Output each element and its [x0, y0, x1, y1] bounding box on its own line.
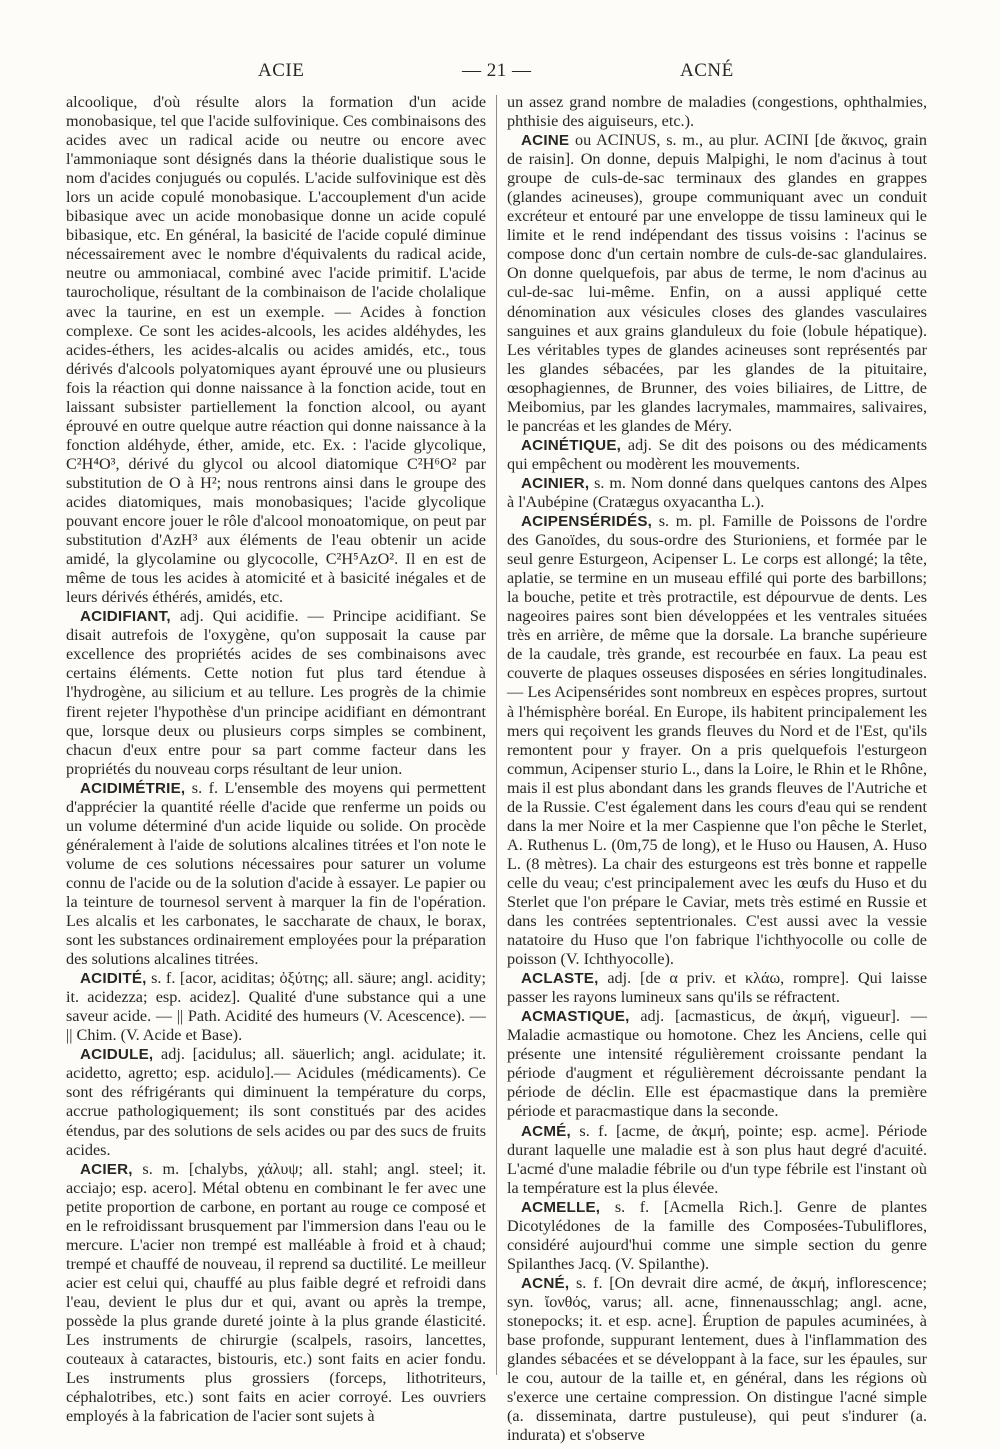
- column-divider: [496, 95, 497, 1375]
- entry-body: adj. [de α priv. et κλάω, rompre]. Qui laisse passer les rayons lumineux sans qu'ils se réfractent.: [507, 969, 928, 1007]
- entry-body: s. m. pl. Famille de Poissons de l'ordre des Ganoïdes, du sous-ordre des Sturioniens, et formée par le seul genre Esturgeon, Acipenser L. Le corps est allongé; la tête, aplatie, se termine en un museau effilé qui porte des barbillons; la bouche, petite et très protractile, est dépourvue de dents. Les nageoires paires sont bien développées et les ventrales situées très en arrière, de même que la dorsale. La branche supérieure de la caudale, très grande, est recourbée en faux. La peau est couverte de plaques osseuses disposées en séries longitudinales. — Les Acipensérides sont nombreux en espèces propres, surtout à l'hémisphère boréal. En Europe, ils habitent principalement les mers qui reçoivent les grands fleuves du Nord et de l'Est, qu'ils remontent pour y frayer. On a pris quelquefois l'esturgeon commun, Acipenser sturio L., dans la Loire, le Rhin et le Rhône, mais il est plus abondant dans les grands fleuves de l'Autriche et de la Russie. C'est également dans les cours d'eau qui se rendent dans la mer Noire et la mer Caspienne que l'on pêche le Sterlet, A. Ruthenus L. (0m,75 de long), et le Huso ou Hausen, A. Huso L. (8 mètres). La chair des esturgeons est très bonne et rappelle celle du veau; c'est principalement avec les œufs du Huso et du Sterlet que l'on prépare le Caviar, mets très estimé en Russie et dans les contrées septentrionales. C'est aussi avec la vessie natatoire du Huso que l'on fabrique l'ichthyocolle ou colle de poisson (V. Ichthyocolle).: [507, 512, 928, 969]
- entry-body: s. f. [acme, de ἀκμή, pointe; esp. acme]. Période durant laquelle une maladie est à son plus haut degré d'acuité. L'acmé d'une maladie fébrile ou d'un type fébrile est l'instant où la température est la plus élevée.: [507, 1121, 928, 1197]
- entry-body: s. f. [acor, aciditas; ὀξύτης; all. säure; angl. acidity; it. acidezza; esp. acidez]. Qualité d'une substance qui a une saveur acide. — || Path. Acidité des humeurs (V. Acescence). — || Chim. (V. Acide et Base).: [66, 969, 486, 1045]
- continuation-text: alcoolique, d'où résulte alors la formation d'un acide monobasique, tel que l'acide sulfovinique. Ces combinaisons des acides avec un radical acide ou neutre ou encore avec l'ammoniaque sont désignés dans la théorie dualistique sous le nom d'acides conjugués ou copulés. L'acide sulfovinique est dès lors un acide copulé monobasique. L'accouplement d'un acide bibasique avec un acide monobasique donne un acide copulé bibasique, etc. En général, la basicité de l'acide copulé diminue nécessairement avec le nombre d'équivalents du radical acide, neutre ou ammoniacal, combiné avec l'acide primitif. L'acide taurocholique, résultant de la combinaison de l'acide cholalique avec la taurine, en est un exemple. — Acides à fonction complexe. Ce sont les acides-alcools, les acides aldéhydes, les acides-éthers, les acides-alcalis ou acides amidés, etc., tous dérivés d'alcools polyatomiques ayant éprouvé une ou plusieurs fois la réaction qui donne naissance à la fonction acide, tout en laissant subsister partiellement la fonction alcool, ou ayant éprouvé en outre quelque autre réaction qui donne naissance à la fonction aldéhyde, éther, amide, etc. Ex. : l'acide glycolique, C²H⁴O³, dérivé du glycol ou alcool diatomique C²H⁶O² par substitution de O à H²; nous rentrons ainsi dans le groupe des acides diatomiques, mais monobasiques; l'acide glycolique pouvant encore jouer le rôle d'alcool monoatomique, on peut par substitution d'AzH³ aux éléments de l'eau obtenir un acide amidé, la glycolamine ou glycocolle, C²H⁵AzO². Il en est de même de tous les acides à atomicité et à basicité inégales et de leurs dérivés éthérés, amidés, etc.: [66, 93, 486, 607]
- entry-headword: ACMASTIQUE,: [521, 1008, 630, 1026]
- entry-headword: ACMELLE,: [521, 1198, 601, 1216]
- entry-aclaste: [507, 969, 927, 1007]
- continuation-paragraph: [66, 93, 486, 607]
- entry-body: adj. [acmasticus, de ἀκμή, vigueur]. — Maladie acmastique ou homotone. Chez les Anciens, celle qui présente une intensité régulièrement croissante pendant la période d'augment et régulièrement décroissante pendant la période de déclin. Elle est épacmastique dans la première période et paracmastique dans la seconde.: [507, 1007, 927, 1121]
- entry-headword: ACIDIFIANT,: [80, 608, 171, 626]
- entry-acinetique: [507, 436, 927, 474]
- entry-body: adj. Se dit des poisons ou des médicaments qui empêchent ou modèrent les mouvements.: [507, 435, 927, 473]
- entry-headword: ACIPENSÉRIDÉS,: [521, 513, 653, 531]
- entry-acme: [507, 1122, 927, 1198]
- continuation-paragraph: [507, 93, 927, 131]
- entry-headword: ACMÉ,: [521, 1122, 571, 1140]
- entry-headword: ACIDULE,: [80, 1046, 154, 1064]
- entry-acne: [507, 1274, 927, 1445]
- continuation-text: un assez grand nombre de maladies (congestions, ophthalmies, phthisie des aiguiseurs, etc.).: [507, 93, 927, 131]
- entry-body: ou ACINUS, s. m., au plur. ACINI [de ἄκινος, grain de raisin]. On donne, depuis Malpighi, le nom d'acinus à tout groupe de culs-de-sac terminaux des glandes en grappes (glandes acineuses), groupe communiquant avec un conduit excréteur et entouré par une enveloppe de tissu lamineux qui le limite et le rend indépendant des tissus voisins : l'acinus se compose donc d'un certain nombre de culs-de-sac glandulaires. On donne quelquefois, par abus de terme, le nom d'acinus au cul-de-sac lui-même. Enfin, on a aussi appliqué cette dénomination aux vésicules closes des glandes vasculaires sanguines et aux grains glanduleux du foie (lobule hépatique). Les véritables types de glandes acineuses sont représentés par les glandes sébacées, par les glandes de la pituitaire, œsophagiennes, de Brunner, des voies biliaires, de Littre, de Meibomius, par les glandes lacrymales, mammaires, salivaires, le pancréas et les glandes de Méry.: [507, 131, 928, 435]
- entry-acipenserides: [507, 512, 927, 969]
- entry-headword: ACNÉ,: [521, 1274, 570, 1292]
- entry-acidule: [66, 1045, 486, 1159]
- entry-body: s. f. [On devrait dire acmé, de ἀκμή, inflorescence; syn. ἴονθός, varus; all. acne, finnenausschlag; angl. acne, stonepocks; it. et esp. acne]. Éruption de papules acuminées, à base profonde, suppurant lentement, dues à l'inflammation des glandes sébacées et se développant à la face, sur les épaules, sur le cou, autour de la taille et, en général, dans les régions où s'exerce une certaine compression. On distingue l'acné simple (a. disseminata, dartre pustuleuse), qui peut s'indurer (a. indurata) et s'observe: [507, 1273, 927, 1445]
- entry-headword: ACIER,: [80, 1160, 133, 1178]
- entry-body: adj. [acidulus; all. säuerlich; angl. acidulate; it. acidetto, agretto; esp. acidulo].— Acidules (médicaments). Ce sont des réfrigérants qui diminuent la température du corps, accrue pathologiquement; ils sont constitués par des acides étendus, par des solutions de sels acides ou par des sucs de fruits acides.: [66, 1045, 487, 1159]
- entry-headword: ACLASTE,: [521, 970, 599, 988]
- left-running-head: ACIE: [258, 60, 305, 81]
- right-running-head: ACNÉ: [680, 60, 734, 81]
- entry-acine: [507, 131, 927, 436]
- running-head: [0, 60, 1000, 90]
- entry-acmelle: [507, 1198, 927, 1274]
- entry-body: s. f. L'ensemble des moyens qui permettent d'apprécier la quantité réelle d'acide que renferme un poids ou un volume déterminé d'un acide liquide ou solide. On procède généralement à l'aide de solutions alcalines titrées et l'on note le volume de ces solutions nécessaires pour saturer un volume connu de l'acide ou de la solution d'acide à essayer. Le papier ou la teinture de tournesol servent à marquer la fin de l'opération. Les alcalis et les carbonates, le saccharate de chaux, le borax, sont les substances ordinairement employées pour la préparation des solutions alcalines titrées.: [66, 778, 487, 969]
- entry-acidite: [66, 969, 486, 1045]
- right-column: [507, 93, 927, 1445]
- entry-headword: ACIDIMÉTRIE,: [80, 779, 186, 797]
- left-column: [66, 93, 486, 1426]
- entry-acidifiant: [66, 607, 486, 778]
- page-number: — 21 —: [462, 60, 532, 81]
- entry-headword: ACINÉTIQUE,: [521, 436, 622, 454]
- entry-body: s. m. [chalybs, χάλυψ; all. stahl; angl. steel; it. acciajo; esp. acero]. Métal obtenu en combinant le fer avec une petite proportion de carbone, en portant au rouge ce composé et en le refroidissant brusquement par l'immersion dans l'eau ou le mercure. L'acier non trempé est malléable à froid et à chaud; trempé et chauffé de nouveau, il reprend sa ductilité. Le meilleur acier est celui qui, chauffé au plus faible degré et refroidi dans l'eau, devient le plus dur et qui, avant ou après la trempe, possède la plus grande dureté jointe à la plus grande élasticité. Les instruments de chirurgie (scalpels, rasoirs, lancettes, couteaux à cataractes, bistouris, etc.) sont faits en acier fondu. Les instruments plus grossiers (forceps, lithotriteurs, céphalotribes, etc.) sont faits en acier corroyé. Les ouvriers employés à la fabrication de l'acier sont sujets à: [66, 1159, 486, 1426]
- entry-body: s. m. Nom donné dans quelques cantons des Alpes à l'Aubépine (Cratægus oxyacantha L.).: [507, 473, 928, 511]
- entry-headword: ACINIER,: [521, 474, 590, 492]
- entry-body: adj. Qui acidifie. — Principe acidifiant. Se disait autrefois de l'oxygène, qu'on supposait la cause par excellence des propriétés acides de ses combinaisons avec certains éléments. Cette notion fut plus tard étendue à l'hydrogène, au silicium et au tellure. Les progrès de la chimie firent rejeter l'hypothèse d'un principe acidifiant en démontrant que, lorsque deux ou plusieurs corps simples se combinent, chacun d'eux entre pour sa part comme facteur dans les propriétés du nouveau corps résultant de leur union.: [66, 607, 487, 778]
- entry-acier: [66, 1160, 486, 1427]
- entry-acmastique: [507, 1007, 927, 1121]
- entry-acinier: [507, 474, 927, 512]
- entry-body: s. f. [Acmella Rich.]. Genre de plantes Dicotylédones de la famille des Composées-Tubuliflores, considéré aujourd'hui comme une simple section du genre Spilanthes Jacq. (V. Spilanthe).: [507, 1197, 927, 1273]
- entry-headword: ACIDITÉ,: [80, 970, 147, 988]
- entry-headword: ACINE: [521, 132, 570, 150]
- entry-acidimetrie: [66, 779, 486, 969]
